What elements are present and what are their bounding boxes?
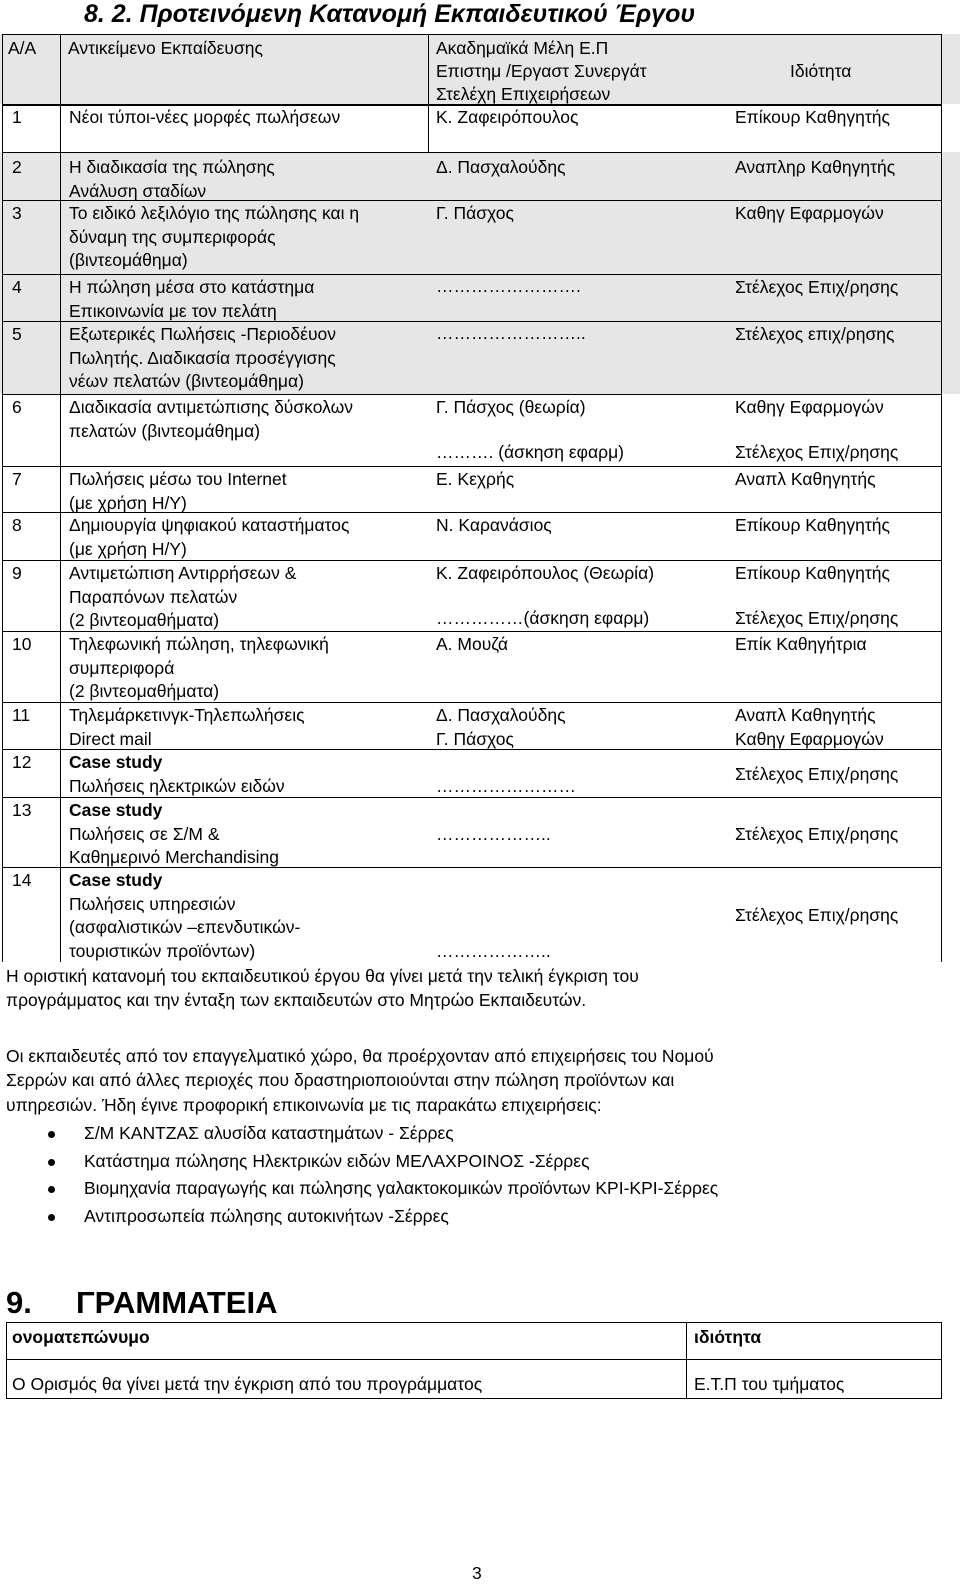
subject-line: Πωλητής. Διαδικασία προσέγγισης <box>69 347 336 368</box>
staff-member: Γ. Πάσχος <box>436 203 514 223</box>
paragraph-line: Σερρών και από άλλες περιοχές που δραστηριοποιούνται στην πώληση προϊόντων και <box>6 1070 675 1090</box>
subject-line: συμπεριφορά <box>69 657 175 678</box>
subject-line: (με χρήση Η/Υ) <box>69 538 187 559</box>
row-number: 13 <box>12 800 32 820</box>
row-number: 9 <box>12 563 22 583</box>
subject-line: δύναμη της συμπεριφοράς <box>69 226 276 247</box>
staff-property: Επίκουρ Καθηγητής <box>735 515 890 535</box>
row-divider <box>2 152 942 153</box>
subject-line: Το ειδικό λεξιλόγιο της πώλησης και η <box>69 203 360 223</box>
staff-member: Κ. Ζαφειρόπουλος (Θεωρία) <box>436 563 655 583</box>
subject-line: Διαδικασία αντιμετώπισης δύσκολων <box>69 397 354 417</box>
staff-member: ………. (άσκηση εφαρμ) <box>436 442 624 462</box>
subject-line: Τηλεμάρκετινγκ-Τηλεπωλήσεις <box>69 705 305 725</box>
staff-member: Α. Μουζά <box>436 634 508 654</box>
subject-title: Case study <box>69 800 163 820</box>
row-divider <box>2 394 942 395</box>
staff-property: Στέλεχος Επιχ/ρησης <box>735 608 899 628</box>
staff-member: ……………(άσκηση εφαρμ) <box>436 608 650 628</box>
subject-line: (2 βιντεομαθήματα) <box>69 610 220 630</box>
staff-member: …………………….. <box>436 323 586 343</box>
staff-property: Στέλεχος Επιχ/ρησης <box>735 905 899 926</box>
row-number: 3 <box>12 203 22 223</box>
staff-property: Καθηγ Εφαρμογών <box>735 203 884 223</box>
bullet-icon <box>48 1186 55 1193</box>
subject-title: Case study <box>69 752 163 772</box>
subject-line: Νέοι τύποι-νέες μορφές πωλήσεων <box>69 107 341 127</box>
teaching-allocation-table <box>0 34 960 964</box>
section-9-heading: 9. ΓΡΑΜΜΑΤΕΙΑ <box>6 1285 278 1320</box>
subject-line: (ασφαλιστικών –επενδυτικών- <box>69 917 301 937</box>
row-number: 14 <box>12 870 32 890</box>
header-name: ονοματεπώνυμο <box>12 1327 150 1347</box>
secretariat-role: Ε.Τ.Π του τμήματος <box>694 1374 845 1394</box>
row-divider <box>2 34 942 35</box>
row-number: 6 <box>12 397 22 417</box>
paragraph-line: υπηρεσιών. Ήδη έγινε προφορική επικοινωνία με τις παρακάτω επιχειρήσεις: <box>6 1095 602 1115</box>
subject-line: Εξωτερικές Πωλήσεις -Περιοδέυον <box>69 324 337 344</box>
col-divider <box>60 34 61 962</box>
col-divider <box>941 34 942 962</box>
subject-line: πελατών (βιντεομάθημα) <box>69 420 261 441</box>
header-property: Ιδιότητα <box>790 61 852 81</box>
header-staff: Επιστημ /Εργαστ Συνεργάτ <box>436 61 647 81</box>
staff-property: Καθηγ Εφαρμογών <box>735 397 884 417</box>
staff-property: Καθηγ Εφαρμογών <box>735 728 884 749</box>
subject-line: (με χρήση Η/Υ) <box>69 492 187 513</box>
paragraph-line: προγράμματος και την ένταξη των εκπαιδευτών στο Μητρώο Εκπαιδευτών. <box>6 990 587 1010</box>
staff-member: Γ. Πάσχος (θεωρία) <box>436 397 586 417</box>
staff-property: Στέλεχος Επιχ/ρησης <box>735 442 899 462</box>
row-number: 5 <box>12 324 22 344</box>
row-divider <box>2 466 942 467</box>
subject-line: Ανάλυση σταδίων <box>69 180 207 201</box>
staff-property: Αναπληρ Καθηγητής <box>735 157 896 177</box>
header-staff: Στελέχη Επιχειρήσεων <box>436 84 611 104</box>
bullet-icon <box>48 1214 55 1221</box>
staff-member: ……………………. <box>436 276 581 296</box>
subject-line: Πωλήσεις υπηρεσιών <box>69 893 236 914</box>
staff-member: Γ. Πάσχος <box>436 728 514 749</box>
subject-line: Δημιουργία ψηφιακού καταστήματος <box>69 515 350 535</box>
subject-line: Πωλήσεις σε Σ/Μ & <box>69 823 220 844</box>
staff-member: ……………….. <box>436 940 551 961</box>
staff-member: Δ. Πασχαλούδης <box>436 157 566 177</box>
paragraph-line: Οι εκπαιδευτές από τον επαγγελματικό χώρο, θα προέρχονταν από επιχειρήσεις του Νομού <box>6 1046 714 1066</box>
header-role: ιδιότητα <box>694 1327 762 1347</box>
bullet-icon <box>48 1159 55 1166</box>
subject-line: Η πώληση μέσα στο κατάστημα <box>69 277 315 297</box>
subject-line: Παραπόνων πελατών <box>69 586 238 607</box>
subject-line: Αντιμετώπιση Αντιρρήσεων & <box>69 563 297 583</box>
page-number: 3 <box>472 1563 482 1583</box>
staff-property: Επίκ Καθηγήτρια <box>735 634 867 654</box>
row-number: 1 <box>12 107 22 127</box>
section-heading: 8. 2. Προτεινόμενη Κατανομή Εκπαιδευτικού Έργου <box>84 0 696 28</box>
staff-property: Αναπλ Καθηγητής <box>735 469 876 489</box>
staff-property: Στέλεχος Επιχ/ρησης <box>735 823 899 844</box>
subject-line: (βιντεομάθημα) <box>69 250 188 270</box>
subject-line: (2 βιντεομαθήματα) <box>69 681 220 701</box>
staff-property: Επίκουρ Καθηγητής <box>735 107 890 127</box>
paragraph-line: Η οριστική κατανομή του εκπαιδευτικού έργου θα γίνει μετά την τελική έγκριση του <box>6 966 639 986</box>
subject-line: Επικοινωνία με τον πελάτη <box>69 300 277 321</box>
subject-title: Case study <box>69 870 163 890</box>
subject-line: Καθημερινό Merchandising <box>69 847 279 867</box>
subject-line: Η διαδικασία της πώλησης <box>69 157 275 177</box>
staff-member: Κ. Ζαφειρόπουλος <box>436 107 579 127</box>
row-number: 12 <box>12 752 32 772</box>
staff-property: Αναπλ Καθηγητής <box>735 705 876 725</box>
subject-line: νέων πελατών (βιντεομάθημα) <box>69 371 304 391</box>
row-number: 2 <box>12 157 22 177</box>
row-number: 10 <box>12 634 32 654</box>
subject-line: Direct mail <box>69 728 152 749</box>
header-staff: Ακαδημαϊκά Μέλη Ε.Π <box>436 38 609 58</box>
subject-line: τουριστικών προϊόντων) <box>69 940 256 961</box>
subject-line: Πωλήσεις ηλεκτρικών ειδών <box>69 775 285 796</box>
staff-member: ……………….. <box>436 823 551 844</box>
staff-member: Ν. Καρανάσιος <box>436 515 552 535</box>
row-number: 7 <box>12 469 22 489</box>
secretariat-name: Ο Ορισμός θα γίνει μετά την έγκριση από του προγράμματος <box>12 1374 483 1394</box>
row-number: 11 <box>12 705 31 725</box>
row-number: 4 <box>12 277 22 297</box>
staff-member: Δ. Πασχαλούδης <box>436 705 566 725</box>
subject-line: Τηλεφωνική πώληση, τηλεφωνική <box>69 634 329 654</box>
header-aa: Α/Α <box>8 38 37 58</box>
col-divider <box>428 34 429 152</box>
staff-property: Στέλεχος Επιχ/ρησης <box>735 277 899 297</box>
staff-member: …………………… <box>436 775 576 796</box>
subject-line: Πωλήσεις μέσω του Internet <box>69 469 287 489</box>
staff-property: Επίκουρ Καθηγητής <box>735 563 890 583</box>
staff-property: Στέλεχος επιχ/ρησης <box>735 324 895 344</box>
header-subject: Αντικείμενο Εκπαίδευσης <box>68 38 263 58</box>
col-divider <box>2 34 3 962</box>
staff-property: Στέλεχος Επιχ/ρησης <box>735 763 899 784</box>
row-number: 8 <box>12 515 22 535</box>
staff-member: Ε. Κεχρής <box>436 469 515 489</box>
bullet-icon <box>48 1131 55 1138</box>
